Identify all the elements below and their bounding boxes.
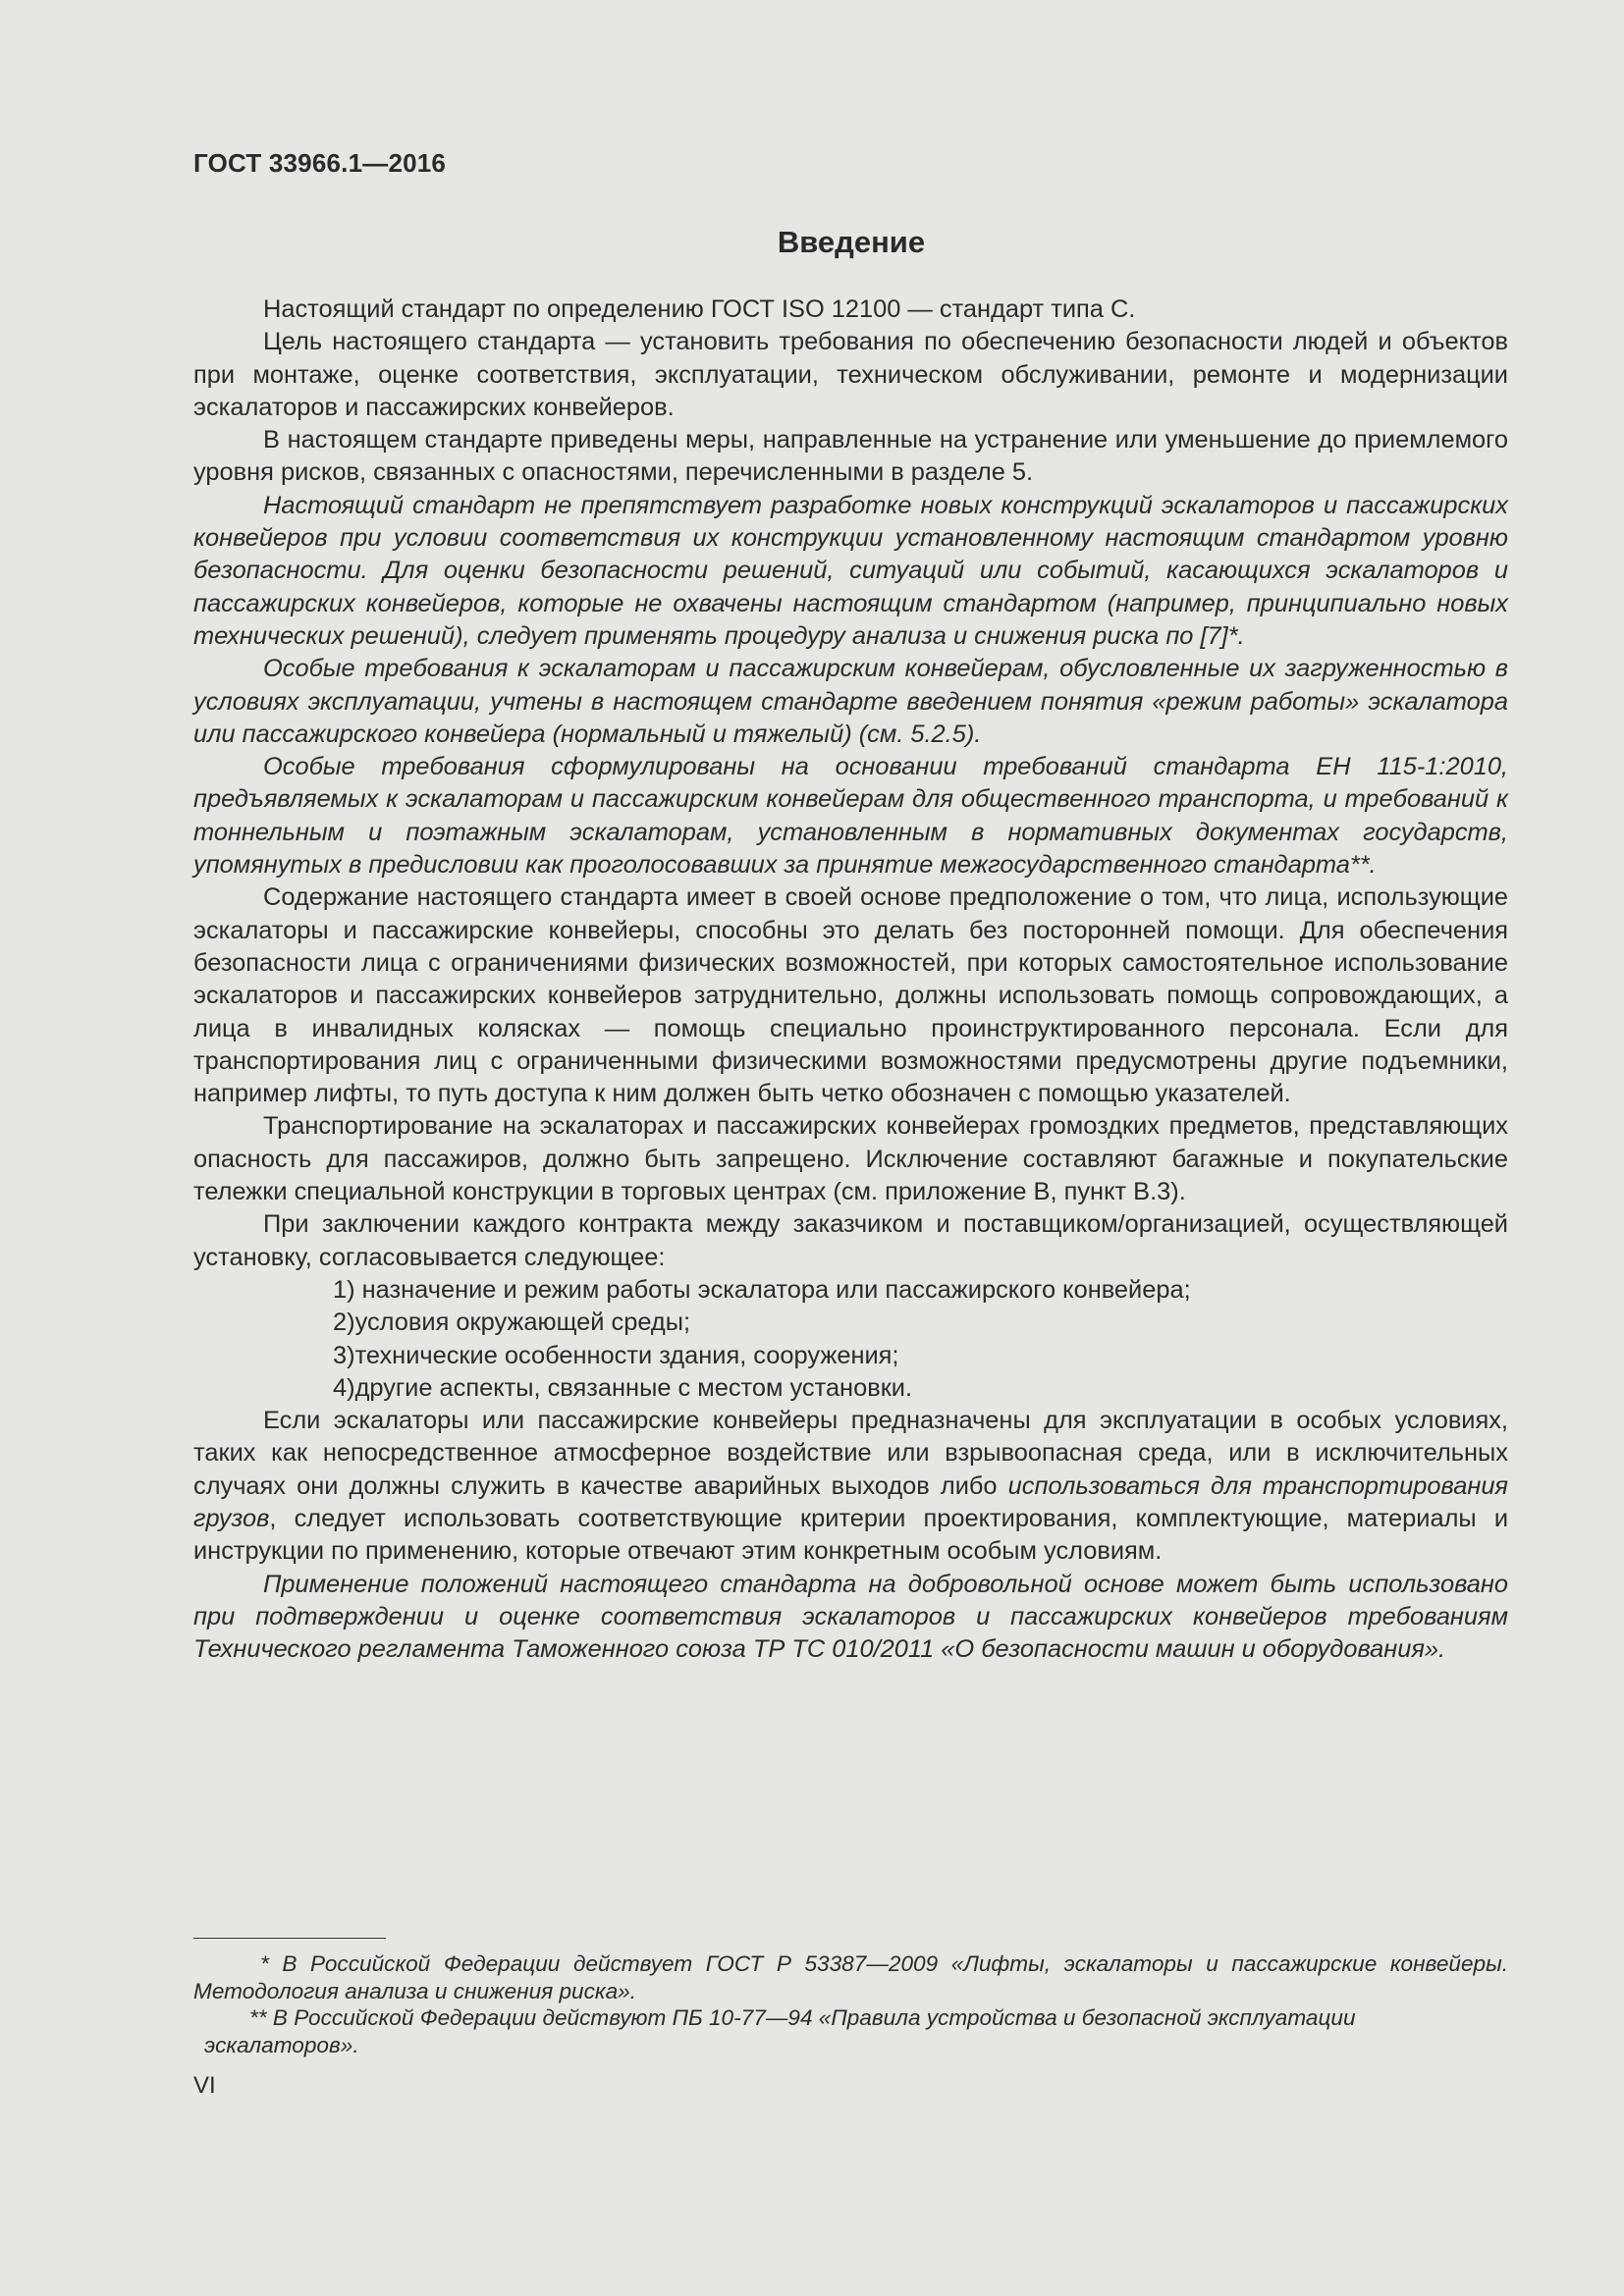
footnote-separator xyxy=(193,1938,386,1939)
paragraph-italic: Настоящий стандарт не препятствует разработке новых конструкций эскалаторов и пассажирских конвейеров при условии соответствия их конструкции установленному настоящим стандартом уровню безопасности. Для оценки безопасности решений, ситуаций или событий, касающихся эскалаторов и пассажирских конвейеров, которые не охвачены настоящим стандартом (например, принципиально новых технических решений), следует применять процедуру анализа и снижения риска по [7]*. xyxy=(193,491,1508,650)
page-number: VI xyxy=(193,2072,216,2099)
list-item-number: 4) xyxy=(333,1373,355,1402)
paragraph-italic: Особые требования к эскалаторам и пассажирским конвейерам, обусловленные их загруженностью в условиях эксплуатации, учтены в настоящем стандарте введением понятия «режим работы» эскалатора или пассажирского конвейера (нормальный и тяжелый) (см. 5.2.5). xyxy=(193,655,1508,748)
paragraph-italic: Особые требования сформулированы на основании требований стандарта ЕН 115-1:2010, предъявляемых к эскалаторам и пассажирским конвейерам для общественного транспорта, и требований к тоннельным и поэтажным эскалаторам, установленным в нормативных документах государств, упомянутых в предисловии как проголосовавших за принятие межгосударственного стандарта**. xyxy=(193,753,1508,880)
paragraph-part: Если эскалаторы или пассажирские конвейеры предназначены для эксплуатации в особых условиях, таких как непосредственное атмосферное воздействие или взрывоопасная среда, или в исключительных случаях они должны служить в качестве аварийных выходов либо xyxy=(193,1407,1508,1500)
list-item-text: условия окружающей среды; xyxy=(354,1308,691,1337)
list-item xyxy=(193,1307,1508,1339)
paragraph-part-italic: использоваться для транспортирования грузов xyxy=(193,1471,1508,1532)
paragraph: Содержание настоящего стандарта имеет в своей основе предположение о том, что лица, использующие эскалаторы и пассажирские конвейеры, способны это делать без посторонней помощи. Для обеспечения безопасности лица с ограничениями физических возможностей, при которых самостоятельное использование эскалаторов и пассажирских конвейеров затруднительно, должны использовать помощь сопровождающих, а лица в инвалидных колясках — помощь специально проинструктированного персонала. Если для транспортирования лиц с ограниченными физическими возможностями предусмотрены другие подъемники, например лифты, то путь доступа к ним должен быть четко обозначен с помощью указателей. xyxy=(193,883,1508,1108)
list-item-number: 3) xyxy=(333,1341,355,1369)
paragraph: В настоящем стандарте приведены меры, направленные на устранение или уменьшение до приемлемого уровня рисков, связанных с опасностями, перечисленными в разделе 5. xyxy=(193,426,1508,487)
paragraph: При заключении каждого контракта между заказчиком и поставщиком/организацией, осуществляющей установку, согласовывается следующее: xyxy=(193,1210,1508,1271)
section-title: Введение xyxy=(777,225,926,259)
list-item xyxy=(193,1340,1508,1372)
body-text xyxy=(193,294,1508,1666)
footnote-2-line-2: эскалаторов». xyxy=(204,2032,359,2057)
document-code-header: ГОСТ 33966.1—2016 xyxy=(193,148,447,178)
footnote-1: * В Российской Федерации действует ГОСТ Р 53387—2009 «Лифты, эскалаторы и пассажирские конвейеры. Методология анализа и снижения риска». xyxy=(193,1951,1508,2003)
list-item-text: другие аспекты, связанные с местом установки. xyxy=(354,1373,913,1402)
paragraph: Настоящий стандарт по определению ГОСТ ISO 12100 — стандарт типа С. xyxy=(263,295,1136,323)
paragraph-part: , следует использовать соответствующие критерии проектирования, комплектующие, материалы и инструкции по применению, которые отвечают этим конкретным особым условиям. xyxy=(193,1504,1508,1566)
paragraph: Цель настоящего стандарта — установить требования по обеспечению безопасности людей и объектов при монтаже, оценке соответствия, эксплуатации, техническом обслуживании, ремонте и модернизации эскалаторов и пассажирских конвейеров. xyxy=(193,328,1508,421)
paragraph-special-conditions xyxy=(193,1405,1508,1568)
list-item-text: назначение и режим работы эскалатора или пассажирского конвейера; xyxy=(361,1275,1191,1304)
list-item xyxy=(193,1372,1508,1405)
footnote-2-line-1: ** В Российской Федерации действуют ПБ 10-77—94 «Правила устройства и безопасной эксплуатации xyxy=(249,2005,1356,2030)
paragraph: Транспортирование на эскалаторах и пассажирских конвейерах громоздких предметов, представляющих опасность для пассажиров, должно быть запрещено. Исключение составляют багажные и покупательские тележки специальной конструкции в торговых центрах (см. приложение В, пункт В.3). xyxy=(193,1112,1508,1206)
footnotes xyxy=(193,1950,1508,2058)
list-item xyxy=(193,1274,1508,1307)
list-item-number: 1) xyxy=(333,1275,355,1304)
paragraph-italic: Применение положений настоящего стандарта на добровольной основе может быть использовано при подтверждении и оценке соответствия эскалаторов и пассажирских конвейеров требованиям Технического регламента Таможенного союза ТР ТС 010/2011 «О безопасности машин и оборудования». xyxy=(193,1570,1508,1664)
list-item-text: технические особенности здания, сооружения; xyxy=(354,1341,899,1369)
list-item-number: 2) xyxy=(333,1308,355,1337)
